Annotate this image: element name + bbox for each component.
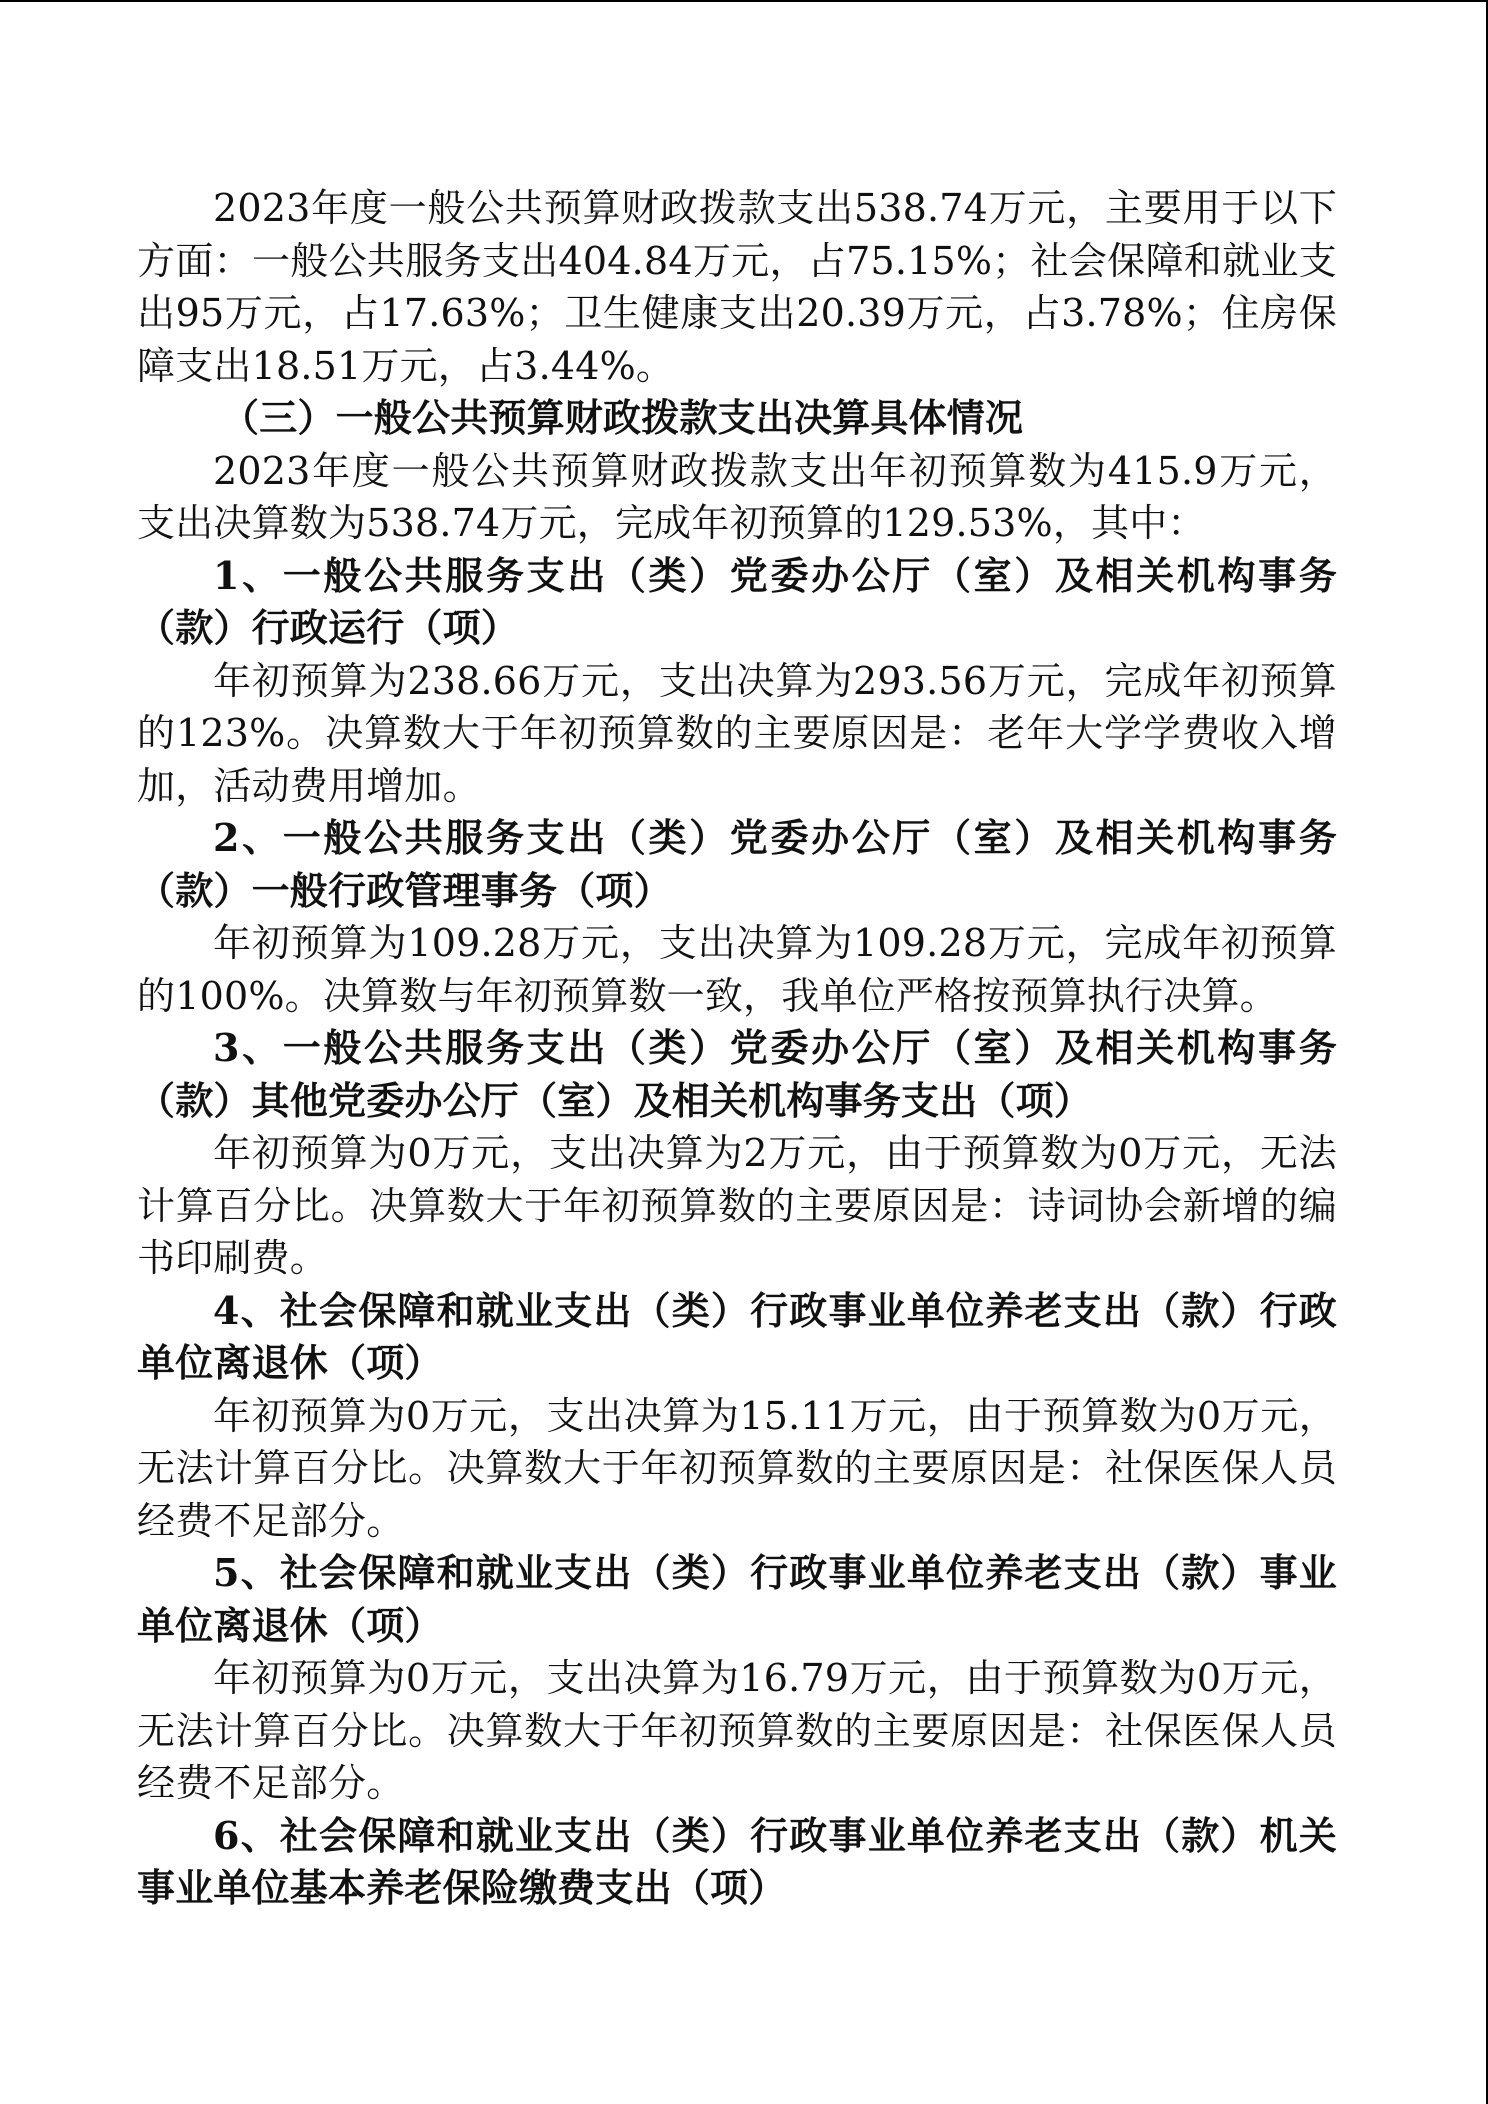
item-heading-3: 3、一般公共服务支出（类）党委办公厅（室）及相关机构事务（款）其他党委办公厅（室）及相关机构事务支出（项） bbox=[137, 1025, 1337, 1123]
document-body bbox=[137, 182, 1337, 1915]
paragraph-expenditure-overview: 2023年度一般公共预算财政拨款支出538.74万元，主要用于以下方面：一般公共服务支出404.84万元，占75.15%；社会保障和就业支出95万元，占17.63%；卫生健康支出20.39万元，占3.78%；住房保障支出18.51万元，占3.44%。 bbox=[137, 186, 1337, 388]
item-heading-1: 1、一般公共服务支出（类）党委办公厅（室）及相关机构事务（款）行政运行（项） bbox=[137, 552, 1337, 650]
item-heading-6: 6、社会保障和就业支出（类）行政事业单位养老支出（款）机关事业单位基本养老保险缴费支出（项） bbox=[137, 1812, 1337, 1910]
section-heading-3: （三）一般公共预算财政拨款支出决算具体情况 bbox=[221, 395, 1024, 440]
item-detail-1: 年初预算为238.66万元，支出决算为293.56万元，完成年初预算的123%。决算数大于年初预算数的主要原因是：老年大学学费收入增加，活动费用增加。 bbox=[137, 658, 1337, 808]
item-detail-2: 年初预算为109.28万元，支出决算为109.28万元，完成年初预算的100%。决算数与年初预算数一致，我单位严格按预算执行决算。 bbox=[137, 921, 1337, 1018]
item-heading-4: 4、社会保障和就业支出（类）行政事业单位养老支出（款）行政单位离退休（项） bbox=[137, 1287, 1337, 1385]
item-heading-5: 5、社会保障和就业支出（类）行政事业单位养老支出（款）事业单位离退休（项） bbox=[137, 1550, 1337, 1648]
item-heading-2: 2、一般公共服务支出（类）党委办公厅（室）及相关机构事务（款）一般行政管理事务（项） bbox=[137, 815, 1337, 913]
item-detail-3: 年初预算为0万元，支出决算为2万元，由于预算数为0万元，无法计算百分比。决算数大于年初预算数的主要原因是：诗词协会新增的编书印刷费。 bbox=[137, 1131, 1337, 1280]
item-detail-5: 年初预算为0万元，支出决算为16.79万元，由于预算数为0万元，无法计算百分比。决算数大于年初预算数的主要原因是：社保医保人员经费不足部分。 bbox=[137, 1656, 1337, 1805]
paragraph-budget-summary: 2023年度一般公共预算财政拨款支出年初预算数为415.9万元，支出决算数为538.74万元，完成年初预算的129.53%，其中： bbox=[137, 448, 1337, 545]
item-detail-4: 年初预算为0万元，支出决算为15.11万元，由于预算数为0万元，无法计算百分比。决算数大于年初预算数的主要原因是：社保医保人员经费不足部分。 bbox=[137, 1393, 1337, 1543]
